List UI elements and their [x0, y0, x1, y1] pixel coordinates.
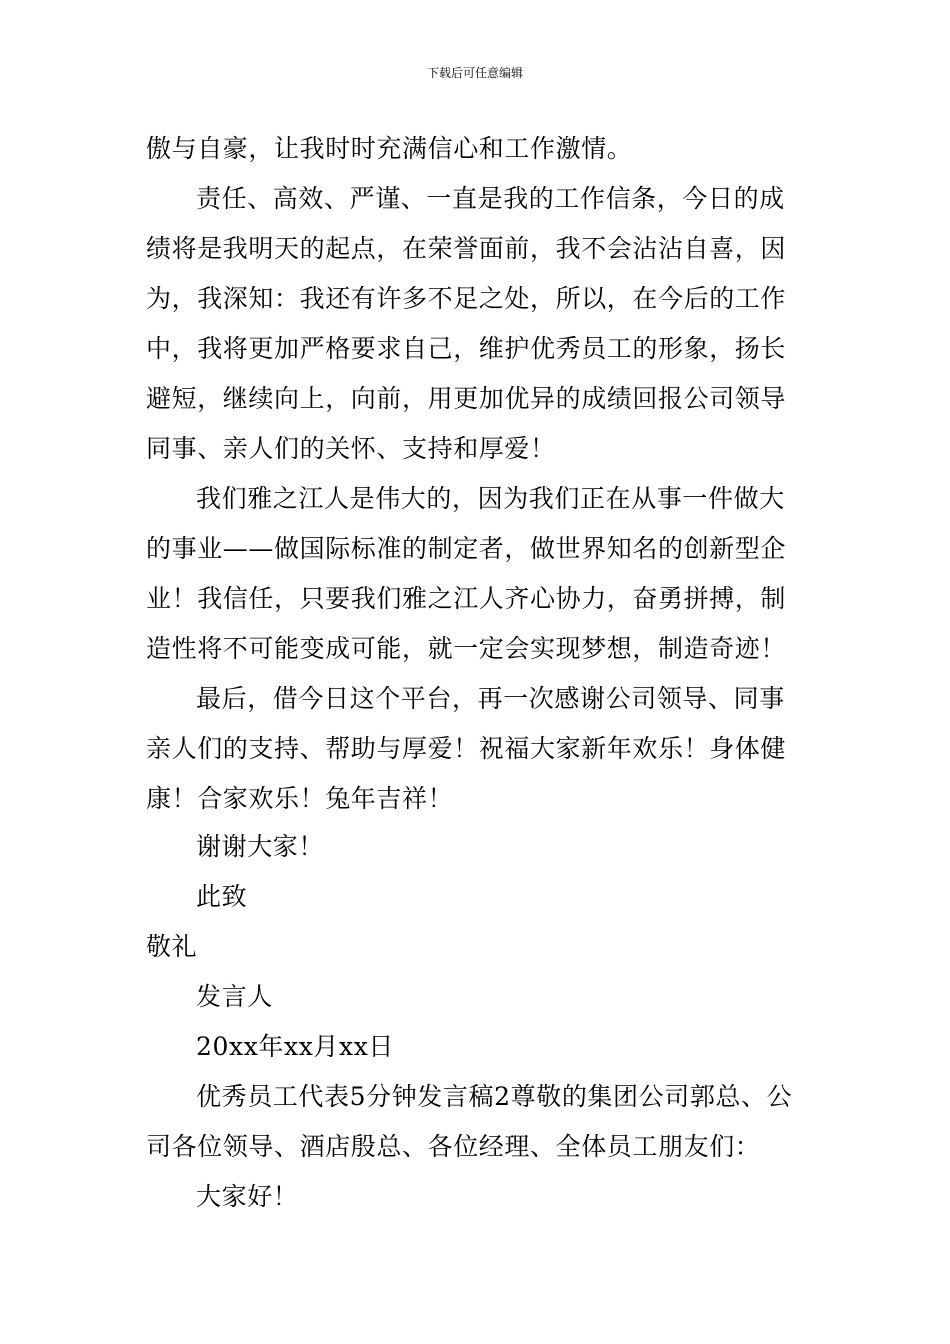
paragraph-line: 我们雅之江人是伟大的，因为我们正在从事一件做大 — [196, 484, 785, 513]
paragraph-line: 为，我深知：我还有许多不足之处，所以，在今后的工作 — [146, 284, 787, 313]
paragraph-line: 业！我信任，只要我们雅之江人齐心协力，奋勇拼搏，制 — [146, 584, 787, 613]
date-line: 20xx年xx月xx日 — [196, 1032, 395, 1061]
paragraph-line: 绩将是我明天的起点，在荣誉面前，我不会沾沾自喜，因 — [146, 234, 787, 263]
paragraph-line: 避短，继续向上，向前，用更加优异的成绩回报公司领导 — [146, 384, 787, 413]
speaker-label: 发言人 — [196, 982, 273, 1011]
paragraph-line: 同事、亲人们的关怀、支持和厚爱！ — [146, 434, 556, 463]
paragraph-line: 最后，借今日这个平台，再一次感谢公司领导、同事 — [196, 684, 785, 713]
paragraph-line: 的事业——做国际标准的制定者，做世界知名的创新型企 — [146, 534, 787, 563]
closing-salutation: 此致 — [196, 882, 248, 911]
paragraph-line: 傲与自豪，让我时时充满信心和工作激情。 — [146, 134, 633, 163]
page-header: 下载后可任意编辑 — [426, 66, 523, 80]
paragraph-line: 中，我将更加严格要求自己，维护优秀员工的形象，扬长 — [146, 334, 787, 363]
paragraph-line: 造性将不可能变成可能，就一定会实现梦想，制造奇迹！ — [146, 634, 787, 663]
paragraph-line: 优秀员工代表5分钟发言稿2尊敬的集团公司郭总、公 — [196, 1082, 793, 1111]
closing-thanks: 谢谢大家！ — [196, 832, 325, 861]
paragraph-line: 康！合家欢乐！兔年吉祥！ — [146, 784, 454, 813]
closing-regards: 敬礼 — [146, 932, 198, 961]
paragraph-line: 司各位领导、酒店殷总、各位经理、全体员工朋友们： — [146, 1132, 761, 1161]
paragraph-line: 责任、高效、严谨、一直是我的工作信条，今日的成 — [196, 184, 785, 213]
paragraph-line: 亲人们的支持、帮助与厚爱！祝福大家新年欢乐！身体健 — [146, 734, 787, 763]
greeting-line: 大家好！ — [196, 1182, 299, 1211]
